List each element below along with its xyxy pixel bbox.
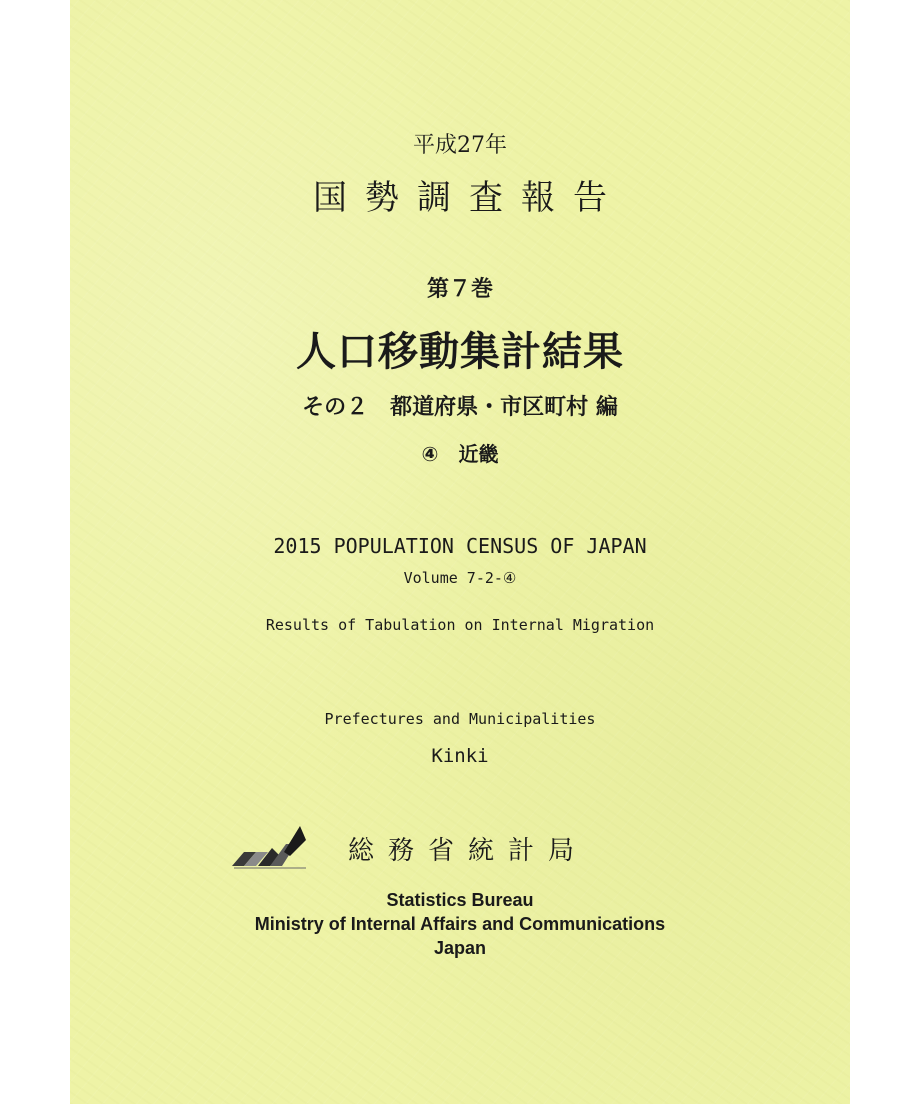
bureau-name-jp: 総務省統計局 [348,836,589,866]
region-jp: ④ 近畿 [421,442,499,466]
subject-jp: 人口移動集計結果 [296,329,624,375]
era-year: 平成27年 [413,133,507,158]
region-en: Kinki [431,745,489,767]
title-en: 2015 POPULATION CENSUS OF JAPAN [273,534,647,558]
country-name-en: Japan [433,938,487,958]
statistics-bureau-logo-icon [230,822,310,870]
results-en: Results of Tabulation on Internal Migration [265,616,655,634]
scope-en: Prefectures and Municipalities [324,710,596,728]
report-title: 国勢調査報告 [313,178,625,218]
part-jp: その２ 都道府県・市区町村 編 [302,395,618,420]
volume-en: Volume 7-2-④ [403,569,517,587]
cover-page [70,0,850,1104]
publisher-logo-row [230,822,690,872]
bureau-name-en: Statistics Bureau [386,890,534,910]
ministry-name-en: Ministry of Internal Affairs and Communications [254,914,666,934]
volume-jp: 第７巻 [426,277,493,302]
